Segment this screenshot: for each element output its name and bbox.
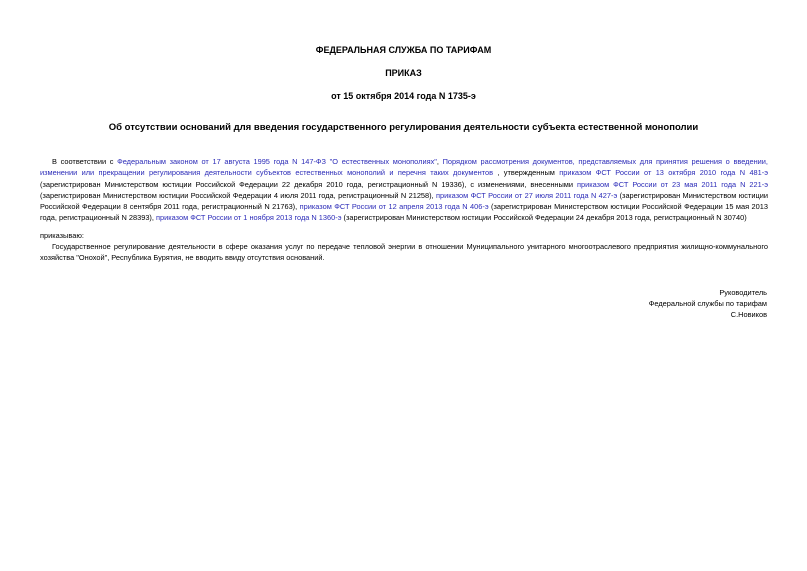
preamble-text: (зарегистрирован Министерством юстиции Российской Федерации 24 декабря 2013 года, регистрационный N 30740) — [341, 212, 747, 222]
signatory-name: С.Новиков — [730, 310, 767, 319]
order-clause: Государственное регулирование деятельности в сфере оказания услуг по передаче тепловой энергии в отношении Муниципального унитарного многоотраслевого предприятия жилищно-коммунального хозяйства "Онохой", Республика Бурятия, не вводить ввиду отсутствия оснований. — [40, 242, 768, 263]
preamble-text: (зарегистрирован Министерством юстиции Российской Федерации 15 мая 2013 года, регистрационный N 28393), — [40, 201, 768, 222]
law-link[interactable]: Федеральным законом от 17 августа 1995 года N 147-ФЗ "О естественных монополиях" — [117, 157, 437, 167]
order-1360-link[interactable]: приказом ФСТ России от 1 ноября 2013 года N 1360-э — [156, 212, 342, 222]
preamble-text: (зарегистрирован Министерством юстиции Российской Федерации 4 июля 2011 года, регистрационный N 21258), — [40, 190, 437, 200]
order-481-link[interactable]: приказом ФСТ России от 13 октября 2010 года N 481-э — [559, 168, 769, 178]
order-427-link[interactable]: приказом ФСТ России от 27 июля 2011 года N 427-э — [436, 190, 618, 200]
preamble-text: (зарегистрирован Министерством юстиции Российской Федерации 22 декабря 2010 года, регистрационный N 19336), с изменениями, внесенными — [40, 179, 577, 189]
preamble-text: (зарегистрирован Министерством юстиции Российской Федерации 8 сентября 2011 года, регистрационный N 21763), — [40, 190, 768, 211]
preamble-text: , утвержденным — [493, 168, 560, 178]
order-221-link[interactable]: приказом ФСТ России от 23 мая 2011 года N 221-э — [576, 179, 768, 189]
procedure-link[interactable]: Порядком рассмотрения документов, представляемых для принятия решения о введении, изменении или прекращении регулирования деятельности субъектов естественных монополий и перечня таких документов — [40, 157, 768, 178]
order-406-link[interactable]: приказом ФСТ России от 12 апреля 2013 года N 406-э — [299, 201, 489, 211]
preamble-text: , — [436, 157, 443, 167]
signatory-organization: Федеральной службы по тарифам — [648, 299, 767, 308]
document-date: от 15 октября 2014 года N 1735-э — [331, 91, 476, 101]
preamble-text: В соответствии с — [52, 157, 118, 167]
ordered-label: приказываю: — [40, 231, 84, 241]
agency-name: ФЕДЕРАЛЬНАЯ СЛУЖБА ПО ТАРИФАМ — [315, 45, 492, 55]
document-type: ПРИКАЗ — [385, 68, 422, 78]
preamble-paragraph — [40, 156, 768, 223]
document-title: Об отсутствии оснований для введения государственного регулирования деятельности субъекта естественной монополии — [108, 122, 699, 133]
signatory-role: Руководитель — [719, 288, 767, 297]
